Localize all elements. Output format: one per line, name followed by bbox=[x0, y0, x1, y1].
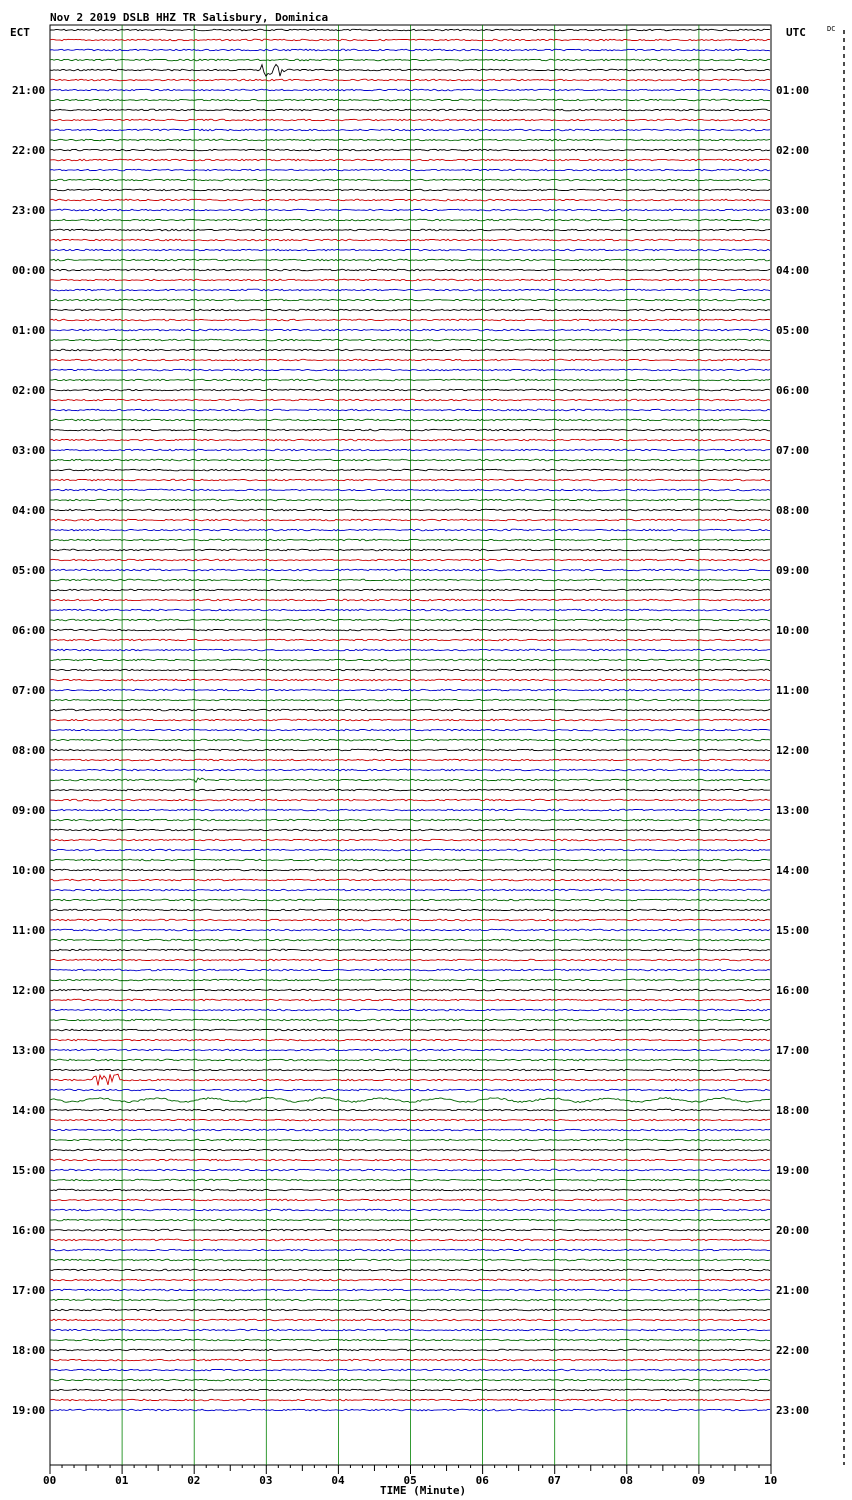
trace-line bbox=[50, 669, 770, 671]
x-tick-label: 10 bbox=[764, 1474, 778, 1487]
trace-line bbox=[50, 179, 770, 181]
left-hour-label: 16:00 bbox=[12, 1224, 46, 1237]
x-tick-label: 09 bbox=[691, 1474, 706, 1487]
right-timezone-label: UTC bbox=[786, 26, 806, 39]
right-hour-label: 07:00 bbox=[776, 444, 810, 457]
trace-line bbox=[50, 1309, 770, 1311]
right-hour-label: 09:00 bbox=[776, 564, 810, 577]
left-hour-label: 21:00 bbox=[12, 84, 46, 97]
right-hour-label: 10:00 bbox=[776, 624, 810, 637]
right-hour-label: 23:00 bbox=[776, 1404, 810, 1417]
trace-line bbox=[50, 189, 770, 191]
right-hour-label: 01:00 bbox=[776, 84, 810, 97]
trace-line bbox=[50, 539, 770, 541]
trace-line bbox=[50, 1169, 770, 1171]
trace-line bbox=[50, 29, 770, 31]
trace-line bbox=[50, 429, 770, 431]
trace-line bbox=[50, 319, 770, 321]
trace-line bbox=[50, 459, 770, 461]
trace-line bbox=[50, 778, 770, 782]
left-hour-label: 12:00 bbox=[12, 984, 46, 997]
left-hour-label: 23:00 bbox=[12, 204, 46, 217]
right-hour-label: 11:00 bbox=[776, 684, 810, 697]
right-hour-label: 08:00 bbox=[776, 504, 810, 517]
right-hour-label: 14:00 bbox=[776, 864, 810, 877]
trace-line bbox=[50, 99, 770, 101]
trace-line bbox=[50, 599, 770, 601]
trace-line bbox=[50, 739, 770, 741]
trace-line bbox=[50, 289, 770, 291]
trace-line bbox=[50, 89, 770, 91]
trace-line bbox=[50, 499, 770, 501]
left-hour-label: 01:00 bbox=[12, 324, 46, 337]
trace-line bbox=[50, 229, 770, 231]
trace-lines bbox=[50, 29, 770, 1411]
trace-line bbox=[50, 1139, 770, 1141]
trace-line bbox=[50, 579, 770, 581]
trace-line bbox=[50, 509, 770, 511]
trace-line bbox=[50, 819, 770, 821]
trace-line bbox=[50, 1069, 770, 1071]
x-tick-label: 02 bbox=[187, 1474, 201, 1487]
trace-line bbox=[50, 169, 770, 171]
trace-line bbox=[50, 1199, 770, 1201]
chart-title: Nov 2 2019 DSLB HHZ TR Salisbury, Dominica bbox=[50, 11, 329, 24]
trace-line bbox=[50, 1089, 770, 1091]
trace-line bbox=[50, 479, 770, 481]
x-axis-label: TIME (Minute) bbox=[380, 1484, 467, 1497]
trace-line bbox=[50, 39, 770, 41]
trace-line bbox=[50, 699, 770, 701]
trace-line bbox=[50, 1019, 770, 1021]
right-hour-label: 21:00 bbox=[776, 1284, 810, 1297]
trace-line bbox=[50, 859, 770, 861]
right-hour-label: 19:00 bbox=[776, 1164, 810, 1177]
trace-line bbox=[50, 1379, 770, 1381]
trace-line bbox=[50, 329, 770, 331]
trace-line bbox=[50, 279, 770, 281]
left-hour-labels bbox=[12, 84, 45, 1417]
trace-line bbox=[50, 729, 770, 731]
trace-line bbox=[50, 989, 770, 991]
right-hour-label: 05:00 bbox=[776, 324, 810, 337]
trace-line bbox=[50, 1097, 770, 1102]
trace-line bbox=[50, 829, 770, 831]
trace-line bbox=[50, 269, 770, 271]
trace-line bbox=[50, 889, 770, 891]
x-tick-label: 05 bbox=[403, 1474, 417, 1487]
trace-line bbox=[50, 789, 770, 791]
trace-line bbox=[50, 119, 770, 121]
trace-line bbox=[50, 1239, 770, 1241]
trace-line bbox=[50, 1049, 770, 1051]
left-hour-label: 10:00 bbox=[12, 864, 46, 877]
trace-line bbox=[50, 399, 770, 401]
trace-line bbox=[50, 679, 770, 681]
trace-line bbox=[50, 489, 770, 491]
trace-line bbox=[50, 769, 770, 771]
trace-line bbox=[50, 869, 770, 871]
right-hour-labels bbox=[776, 84, 809, 1417]
left-hour-label: 18:00 bbox=[12, 1344, 46, 1357]
left-hour-label: 14:00 bbox=[12, 1104, 46, 1117]
trace-line bbox=[50, 879, 770, 881]
trace-line bbox=[50, 969, 770, 971]
trace-line bbox=[50, 209, 770, 211]
trace-line bbox=[50, 839, 770, 841]
trace-line bbox=[50, 749, 770, 751]
trace-line bbox=[50, 1289, 770, 1291]
trace-line bbox=[50, 689, 770, 691]
trace-line bbox=[50, 1269, 770, 1271]
trace-line bbox=[50, 929, 770, 931]
trace-line bbox=[50, 159, 770, 161]
trace-line bbox=[50, 129, 770, 131]
trace-line bbox=[50, 409, 770, 411]
trace-line bbox=[50, 419, 770, 421]
left-hour-label: 07:00 bbox=[12, 684, 46, 697]
trace-line bbox=[50, 59, 770, 61]
trace-line bbox=[50, 199, 770, 201]
trace-line bbox=[50, 1399, 770, 1401]
left-hour-label: 00:00 bbox=[12, 264, 46, 277]
x-tick-label: 00 bbox=[43, 1474, 57, 1487]
x-tick-label: 06 bbox=[475, 1474, 489, 1487]
trace-line bbox=[50, 639, 770, 641]
left-hour-label: 08:00 bbox=[12, 744, 46, 757]
right-hour-label: 17:00 bbox=[776, 1044, 810, 1057]
trace-line bbox=[50, 1109, 770, 1111]
trace-line bbox=[50, 389, 770, 391]
trace-line bbox=[50, 959, 770, 961]
trace-line bbox=[50, 339, 770, 341]
trace-line bbox=[50, 659, 770, 661]
trace-line bbox=[50, 519, 770, 521]
trace-line bbox=[50, 1279, 770, 1281]
trace-line bbox=[50, 1229, 770, 1231]
trace-line bbox=[50, 1039, 770, 1041]
trace-line bbox=[50, 619, 770, 621]
trace-line bbox=[50, 1319, 770, 1321]
left-hour-label: 09:00 bbox=[12, 804, 46, 817]
right-hour-label: 18:00 bbox=[776, 1104, 810, 1117]
left-hour-label: 19:00 bbox=[12, 1404, 46, 1417]
trace-line bbox=[50, 1029, 770, 1031]
trace-line bbox=[50, 719, 770, 721]
left-hour-label: 11:00 bbox=[12, 924, 46, 937]
trace-line bbox=[50, 439, 770, 441]
trace-line bbox=[50, 64, 770, 76]
trace-line bbox=[50, 1189, 770, 1191]
left-hour-label: 02:00 bbox=[12, 384, 46, 397]
trace-line bbox=[50, 469, 770, 471]
left-hour-label: 13:00 bbox=[12, 1044, 46, 1057]
right-hour-label: 02:00 bbox=[776, 144, 810, 157]
trace-line bbox=[50, 809, 770, 811]
left-hour-label: 15:00 bbox=[12, 1164, 46, 1177]
trace-line bbox=[50, 1209, 770, 1211]
trace-line bbox=[50, 239, 770, 241]
trace-line bbox=[50, 609, 770, 611]
right-hour-label: 22:00 bbox=[776, 1344, 810, 1357]
trace-line bbox=[50, 1329, 770, 1331]
trace-line bbox=[50, 359, 770, 361]
trace-line bbox=[50, 149, 770, 151]
trace-line bbox=[50, 559, 770, 561]
trace-line bbox=[50, 139, 770, 141]
trace-line bbox=[50, 939, 770, 941]
trace-line bbox=[50, 759, 770, 761]
trace-line bbox=[50, 589, 770, 591]
x-tick-label: 07 bbox=[547, 1474, 561, 1487]
left-hour-label: 22:00 bbox=[12, 144, 46, 157]
trace-line bbox=[50, 1159, 770, 1161]
trace-line bbox=[50, 379, 770, 381]
trace-line bbox=[50, 79, 770, 81]
right-hour-label: 20:00 bbox=[776, 1224, 810, 1237]
left-hour-label: 06:00 bbox=[12, 624, 46, 637]
trace-line bbox=[50, 349, 770, 351]
trace-line bbox=[50, 649, 770, 651]
left-hour-label: 03:00 bbox=[12, 444, 46, 457]
left-hour-label: 04:00 bbox=[12, 504, 46, 517]
trace-line bbox=[50, 309, 770, 311]
trace-line bbox=[50, 1059, 770, 1061]
trace-line bbox=[50, 1129, 770, 1131]
left-hour-label: 05:00 bbox=[12, 564, 46, 577]
trace-line bbox=[50, 1349, 770, 1351]
trace-line bbox=[50, 1339, 770, 1341]
trace-line bbox=[50, 1179, 770, 1181]
x-tick-label: 08 bbox=[619, 1474, 634, 1487]
trace-line bbox=[50, 799, 770, 801]
trace-line bbox=[50, 109, 770, 111]
right-hour-label: 04:00 bbox=[776, 264, 810, 277]
trace-line bbox=[50, 999, 770, 1001]
right-hour-label: 03:00 bbox=[776, 204, 810, 217]
trace-line bbox=[50, 1299, 770, 1301]
right-hour-label: 15:00 bbox=[776, 924, 810, 937]
trace-line bbox=[50, 1369, 770, 1371]
trace-line bbox=[50, 979, 770, 981]
trace-line bbox=[50, 949, 770, 951]
trace-line bbox=[50, 369, 770, 371]
x-tick-label: 01 bbox=[115, 1474, 129, 1487]
trace-line bbox=[50, 569, 770, 571]
trace-line bbox=[50, 1149, 770, 1151]
trace-line bbox=[50, 259, 770, 261]
trace-line bbox=[50, 299, 770, 301]
right-hour-label: 13:00 bbox=[776, 804, 810, 817]
trace-line bbox=[50, 1359, 770, 1361]
trace-line bbox=[50, 909, 770, 911]
right-hour-label: 12:00 bbox=[776, 744, 810, 757]
trace-line bbox=[50, 249, 770, 251]
trace-line bbox=[50, 1389, 770, 1391]
trace-line bbox=[50, 629, 770, 631]
trace-line bbox=[50, 549, 770, 551]
trace-line bbox=[50, 1219, 770, 1221]
trace-line bbox=[50, 1259, 770, 1261]
trace-line bbox=[50, 849, 770, 851]
dc-label: DC bbox=[827, 25, 836, 33]
right-hour-label: 06:00 bbox=[776, 384, 810, 397]
trace-line bbox=[50, 709, 770, 711]
trace-line bbox=[50, 1249, 770, 1251]
trace-line bbox=[50, 1074, 770, 1085]
left-timezone-label: ECT bbox=[10, 26, 30, 39]
trace-line bbox=[50, 219, 770, 221]
trace-line bbox=[50, 49, 770, 51]
x-tick-label: 04 bbox=[331, 1474, 345, 1487]
trace-line bbox=[50, 899, 770, 901]
trace-line bbox=[50, 1009, 770, 1011]
right-hour-label: 16:00 bbox=[776, 984, 810, 997]
x-tick-label: 03 bbox=[259, 1474, 273, 1487]
trace-line bbox=[50, 529, 770, 531]
trace-line bbox=[50, 1409, 770, 1411]
left-hour-label: 17:00 bbox=[12, 1284, 46, 1297]
trace-line bbox=[50, 449, 770, 451]
trace-line bbox=[50, 919, 770, 921]
trace-line bbox=[50, 1119, 770, 1121]
